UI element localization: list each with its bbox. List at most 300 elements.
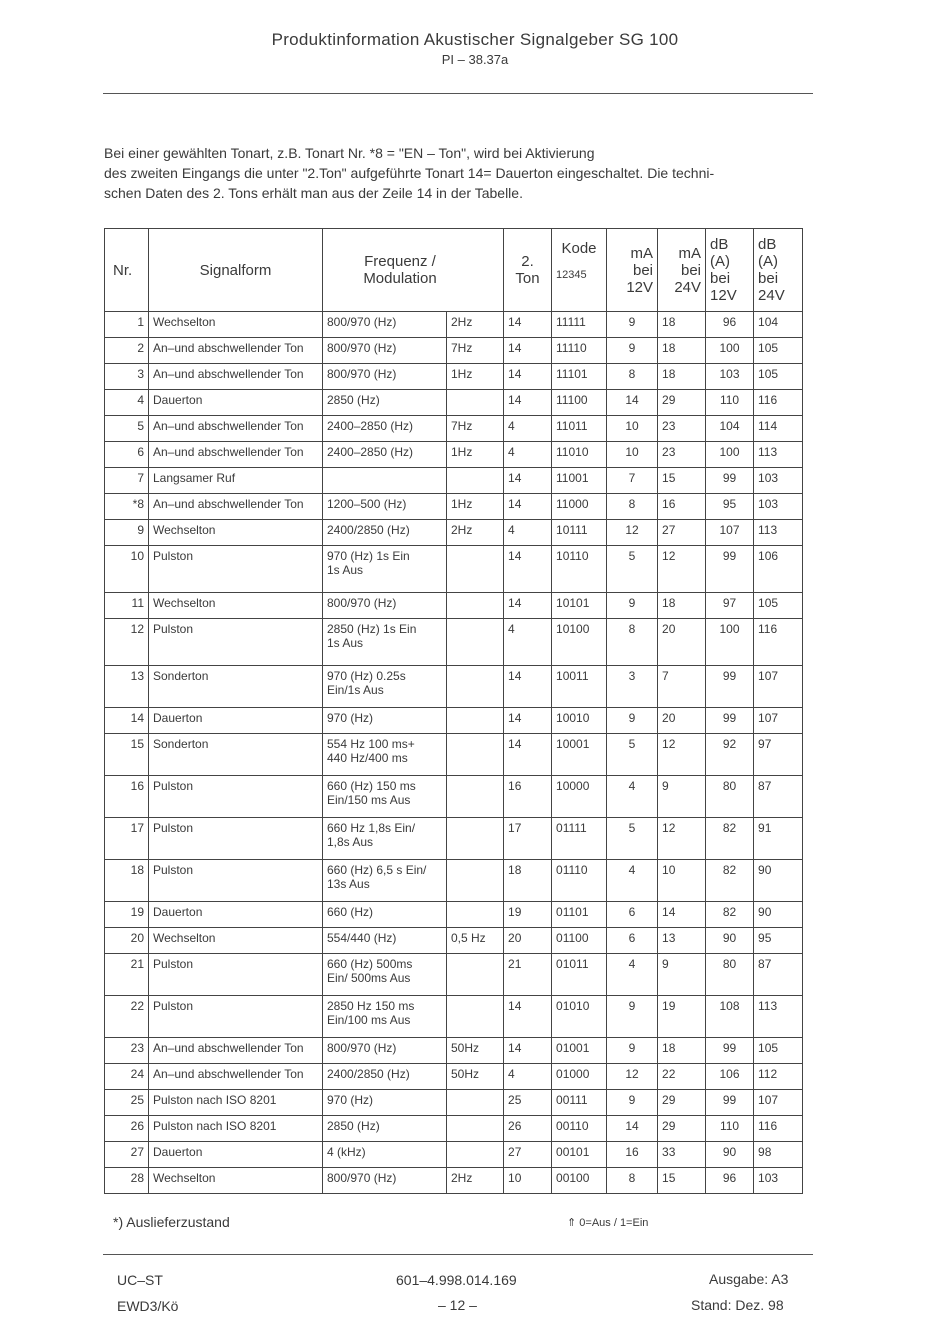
db-12v-cell: 108 — [706, 996, 754, 1038]
row-number: 4 — [105, 390, 149, 416]
table-row — [105, 338, 803, 364]
row-number: 16 — [105, 776, 149, 818]
frequency-cell: 660 (Hz) 500ms Ein/ 500ms Aus — [323, 954, 447, 996]
current-24v-cell: 9 — [658, 954, 706, 996]
code-cell: 00111 — [552, 1090, 607, 1116]
db-12v-cell: 110 — [706, 1116, 754, 1142]
modulation-cell: 2Hz — [447, 1168, 504, 1194]
second-tone-cell: 20 — [504, 928, 552, 954]
code-cell: 01101 — [552, 902, 607, 928]
modulation-cell — [447, 619, 504, 666]
current-12v-cell: 9 — [607, 1090, 658, 1116]
current-12v-cell: 9 — [607, 338, 658, 364]
db-24v-cell: 114 — [754, 416, 803, 442]
modulation-cell — [447, 902, 504, 928]
row-number: 20 — [105, 928, 149, 954]
code-cell: 10010 — [552, 708, 607, 734]
second-tone-cell: 14 — [504, 390, 552, 416]
modulation-cell — [447, 1142, 504, 1168]
second-tone-cell: 14 — [504, 338, 552, 364]
current-24v-cell: 29 — [658, 1090, 706, 1116]
db-24v-cell: 107 — [754, 1090, 803, 1116]
row-number: 13 — [105, 666, 149, 708]
signalform-cell: An–und abschwellender Ton — [149, 442, 323, 468]
code-cell: 11010 — [552, 442, 607, 468]
db-24v-cell: 113 — [754, 520, 803, 546]
signalform-cell: Dauerton — [149, 902, 323, 928]
db-24v-cell: 103 — [754, 494, 803, 520]
db-12v-cell: 99 — [706, 546, 754, 593]
current-24v-cell: 15 — [658, 1168, 706, 1194]
current-24v-cell: 20 — [658, 619, 706, 666]
db-12v-cell: 99 — [706, 1090, 754, 1116]
code-cell: 10111 — [552, 520, 607, 546]
code-cell: 11011 — [552, 416, 607, 442]
db-12v-cell: 103 — [706, 364, 754, 390]
current-12v-cell: 9 — [607, 593, 658, 619]
footer-left-1: UC–ST — [117, 1272, 163, 1288]
code-legend: ⇑ 0=Aus / 1=Ein — [567, 1217, 649, 1229]
db-12v-cell: 107 — [706, 520, 754, 546]
db-12v-cell: 92 — [706, 734, 754, 776]
row-number: 1 — [105, 312, 149, 338]
current-24v-cell: 10 — [658, 860, 706, 902]
code-cell: 11000 — [552, 494, 607, 520]
second-tone-cell: 26 — [504, 1116, 552, 1142]
current-12v-cell: 5 — [607, 818, 658, 860]
code-cell: 01111 — [552, 818, 607, 860]
modulation-cell — [447, 593, 504, 619]
code-cell: 11101 — [552, 364, 607, 390]
current-12v-cell: 8 — [607, 494, 658, 520]
db-24v-cell: 87 — [754, 954, 803, 996]
db-12v-cell: 90 — [706, 928, 754, 954]
code-cell: 10100 — [552, 619, 607, 666]
second-tone-cell: 14 — [504, 494, 552, 520]
current-12v-cell: 9 — [607, 1038, 658, 1064]
signalform-cell: An–und abschwellender Ton — [149, 338, 323, 364]
frequency-cell: 2400–2850 (Hz) — [323, 416, 447, 442]
modulation-cell — [447, 1090, 504, 1116]
current-12v-cell: 4 — [607, 860, 658, 902]
frequency-cell: 970 (Hz) — [323, 708, 447, 734]
signalform-cell: Pulston — [149, 546, 323, 593]
table-row — [105, 818, 803, 860]
document-id: PI – 38.37a — [441, 52, 509, 67]
signalform-cell: An–und abschwellender Ton — [149, 1038, 323, 1064]
code-cell: 01001 — [552, 1038, 607, 1064]
code-cell: 01100 — [552, 928, 607, 954]
table-row — [105, 1116, 803, 1142]
row-number: *8 — [105, 494, 149, 520]
frequency-cell: 2850 (Hz) — [323, 390, 447, 416]
table-row — [105, 593, 803, 619]
frequency-cell: 2400–2850 (Hz) — [323, 442, 447, 468]
frequency-cell: 660 (Hz) 6,5 s Ein/ 13s Aus — [323, 860, 447, 902]
frequency-cell: 2850 (Hz) 1s Ein 1s Aus — [323, 619, 447, 666]
header-modulation-label: Modulation — [363, 270, 437, 287]
current-12v-cell: 14 — [607, 390, 658, 416]
signalform-cell: Pulston — [149, 776, 323, 818]
table-row — [105, 619, 803, 666]
code-cell: 10101 — [552, 593, 607, 619]
current-24v-cell: 13 — [658, 928, 706, 954]
frequency-cell: 970 (Hz) 0.25s Ein/1s Aus — [323, 666, 447, 708]
frequency-cell: 1200–500 (Hz) — [323, 494, 447, 520]
header-ma-12v: mA bei 12V — [607, 229, 658, 312]
intro-line: des zweiten Eingangs die unter "2.Ton" aufgeführte Tonart 14= Dauerton eingeschaltet. Die techni- — [104, 165, 715, 181]
row-number: 15 — [105, 734, 149, 776]
code-cell: 00110 — [552, 1116, 607, 1142]
table-row — [105, 416, 803, 442]
second-tone-cell: 14 — [504, 364, 552, 390]
row-number: 21 — [105, 954, 149, 996]
page-title: Produktinformation Akustischer Signalgeber SG 100 — [271, 30, 679, 49]
db-12v-cell: 110 — [706, 390, 754, 416]
row-number: 7 — [105, 468, 149, 494]
current-24v-cell: 27 — [658, 520, 706, 546]
current-24v-cell: 29 — [658, 390, 706, 416]
modulation-cell — [447, 666, 504, 708]
db-24v-cell: 105 — [754, 364, 803, 390]
second-tone-cell: 14 — [504, 708, 552, 734]
current-24v-cell: 12 — [658, 546, 706, 593]
current-12v-cell: 10 — [607, 442, 658, 468]
modulation-cell: 2Hz — [447, 520, 504, 546]
signalform-cell: An–und abschwellender Ton — [149, 416, 323, 442]
frequency-cell: 2400/2850 (Hz) — [323, 520, 447, 546]
second-tone-cell: 14 — [504, 312, 552, 338]
frequency-cell: 800/970 (Hz) — [323, 338, 447, 364]
table-row — [105, 1038, 803, 1064]
second-tone-cell: 21 — [504, 954, 552, 996]
second-tone-cell: 18 — [504, 860, 552, 902]
db-12v-cell: 100 — [706, 619, 754, 666]
current-12v-cell: 8 — [607, 1168, 658, 1194]
modulation-cell: 50Hz — [447, 1038, 504, 1064]
db-12v-cell: 100 — [706, 442, 754, 468]
table-row — [105, 776, 803, 818]
frequency-cell: 970 (Hz) — [323, 1090, 447, 1116]
row-number: 26 — [105, 1116, 149, 1142]
signalform-cell: An–und abschwellender Ton — [149, 364, 323, 390]
db-24v-cell: 103 — [754, 1168, 803, 1194]
table-row — [105, 928, 803, 954]
modulation-cell — [447, 468, 504, 494]
signalform-cell: Pulston nach ISO 8201 — [149, 1090, 323, 1116]
row-number: 5 — [105, 416, 149, 442]
current-24v-cell: 23 — [658, 442, 706, 468]
db-24v-cell: 98 — [754, 1142, 803, 1168]
signalform-cell: Langsamer Ruf — [149, 468, 323, 494]
current-12v-cell: 6 — [607, 902, 658, 928]
current-24v-cell: 18 — [658, 338, 706, 364]
current-24v-cell: 14 — [658, 902, 706, 928]
db-24v-cell: 116 — [754, 1116, 803, 1142]
row-number: 18 — [105, 860, 149, 902]
current-24v-cell: 7 — [658, 666, 706, 708]
db-12v-cell: 99 — [706, 468, 754, 494]
db-24v-cell: 87 — [754, 776, 803, 818]
row-number: 22 — [105, 996, 149, 1038]
current-24v-cell: 18 — [658, 1038, 706, 1064]
code-cell: 00100 — [552, 1168, 607, 1194]
frequency-cell: 800/970 (Hz) — [323, 364, 447, 390]
db-24v-cell: 116 — [754, 619, 803, 666]
table-row — [105, 546, 803, 593]
current-12v-cell: 14 — [607, 1116, 658, 1142]
signalform-cell: Pulston nach ISO 8201 — [149, 1116, 323, 1142]
row-number: 11 — [105, 593, 149, 619]
current-24v-cell: 33 — [658, 1142, 706, 1168]
current-24v-cell: 12 — [658, 734, 706, 776]
table-row — [105, 954, 803, 996]
table-row — [105, 390, 803, 416]
db-24v-cell: 97 — [754, 734, 803, 776]
current-12v-cell: 9 — [607, 996, 658, 1038]
db-24v-cell: 95 — [754, 928, 803, 954]
second-tone-cell: 14 — [504, 593, 552, 619]
current-12v-cell: 9 — [607, 312, 658, 338]
current-24v-cell: 12 — [658, 818, 706, 860]
code-cell: 01010 — [552, 996, 607, 1038]
db-12v-cell: 97 — [706, 593, 754, 619]
table-row — [105, 666, 803, 708]
db-12v-cell: 100 — [706, 338, 754, 364]
db-12v-cell: 106 — [706, 1064, 754, 1090]
signalform-cell: An–und abschwellender Ton — [149, 494, 323, 520]
second-tone-cell: 4 — [504, 619, 552, 666]
modulation-cell: 2Hz — [447, 312, 504, 338]
current-24v-cell: 18 — [658, 593, 706, 619]
footer-center-2: – 12 – — [438, 1297, 477, 1313]
second-tone-cell: 14 — [504, 546, 552, 593]
second-tone-cell: 16 — [504, 776, 552, 818]
row-number: 28 — [105, 1168, 149, 1194]
second-tone-cell: 10 — [504, 1168, 552, 1194]
second-tone-cell: 4 — [504, 520, 552, 546]
frequency-cell: 970 (Hz) 1s Ein 1s Aus — [323, 546, 447, 593]
frequency-cell: 660 (Hz) 150 ms Ein/150 ms Aus — [323, 776, 447, 818]
current-24v-cell: 18 — [658, 364, 706, 390]
db-24v-cell: 90 — [754, 860, 803, 902]
modulation-cell: 0,5 Hz — [447, 928, 504, 954]
second-tone-cell: 17 — [504, 818, 552, 860]
modulation-cell — [447, 734, 504, 776]
current-24v-cell: 19 — [658, 996, 706, 1038]
db-12v-cell: 99 — [706, 708, 754, 734]
table-row — [105, 1142, 803, 1168]
signalform-cell: Sonderton — [149, 734, 323, 776]
db-24v-cell: 113 — [754, 996, 803, 1038]
signalform-cell: Dauerton — [149, 1142, 323, 1168]
db-24v-cell: 116 — [754, 390, 803, 416]
code-cell: 11100 — [552, 390, 607, 416]
code-cell: 01000 — [552, 1064, 607, 1090]
table-header-row — [105, 229, 803, 312]
db-24v-cell: 105 — [754, 593, 803, 619]
current-12v-cell: 5 — [607, 546, 658, 593]
header-kode-label: Kode — [561, 240, 597, 257]
frequency-cell: 800/970 (Hz) — [323, 1038, 447, 1064]
db-12v-cell: 80 — [706, 954, 754, 996]
modulation-cell — [447, 818, 504, 860]
frequency-cell: 660 Hz 1,8s Ein/ 1,8s Aus — [323, 818, 447, 860]
current-12v-cell: 4 — [607, 954, 658, 996]
db-24v-cell: 107 — [754, 708, 803, 734]
table-row — [105, 996, 803, 1038]
footer-center-1: 601–4.998.014.169 — [396, 1272, 517, 1288]
code-cell: 10011 — [552, 666, 607, 708]
frequency-cell: 554/440 (Hz) — [323, 928, 447, 954]
code-cell: 10001 — [552, 734, 607, 776]
current-12v-cell: 5 — [607, 734, 658, 776]
header-db-12v: dB (A) bei 12V — [706, 229, 754, 312]
signalform-cell: Pulston — [149, 996, 323, 1038]
table-row — [105, 364, 803, 390]
db-24v-cell: 104 — [754, 312, 803, 338]
frequency-cell: 4 (kHz) — [323, 1142, 447, 1168]
signalform-cell: Pulston — [149, 619, 323, 666]
frequency-cell: 800/970 (Hz) — [323, 1168, 447, 1194]
current-12v-cell: 7 — [607, 468, 658, 494]
code-cell: 10110 — [552, 546, 607, 593]
db-12v-cell: 99 — [706, 1038, 754, 1064]
code-cell: 01110 — [552, 860, 607, 902]
frequency-cell: 660 (Hz) — [323, 902, 447, 928]
modulation-cell — [447, 546, 504, 593]
table-row — [105, 860, 803, 902]
signalform-cell: Wechselton — [149, 520, 323, 546]
table-row — [105, 902, 803, 928]
code-cell: 11111 — [552, 312, 607, 338]
row-number: 9 — [105, 520, 149, 546]
intro-line: schen Daten des 2. Tons erhält man aus der Zeile 14 in der Tabelle. — [104, 185, 523, 201]
table-body — [105, 312, 803, 1194]
current-24v-cell: 29 — [658, 1116, 706, 1142]
footnote: *) Auslieferzustand — [113, 1214, 230, 1230]
current-24v-cell: 22 — [658, 1064, 706, 1090]
current-12v-cell: 8 — [607, 619, 658, 666]
db-12v-cell: 82 — [706, 860, 754, 902]
row-number: 3 — [105, 364, 149, 390]
footer-right-1: Ausgabe: A3 — [709, 1271, 789, 1287]
db-12v-cell: 104 — [706, 416, 754, 442]
signalform-cell: Wechselton — [149, 312, 323, 338]
db-12v-cell: 90 — [706, 1142, 754, 1168]
current-12v-cell: 16 — [607, 1142, 658, 1168]
modulation-cell — [447, 996, 504, 1038]
db-12v-cell: 80 — [706, 776, 754, 818]
second-tone-cell: 25 — [504, 1090, 552, 1116]
db-12v-cell: 96 — [706, 312, 754, 338]
modulation-cell — [447, 708, 504, 734]
db-24v-cell: 107 — [754, 666, 803, 708]
signalform-cell: Sonderton — [149, 666, 323, 708]
modulation-cell — [447, 390, 504, 416]
row-number: 27 — [105, 1142, 149, 1168]
db-24v-cell: 113 — [754, 442, 803, 468]
second-tone-cell: 14 — [504, 666, 552, 708]
current-24v-cell: 16 — [658, 494, 706, 520]
table-row — [105, 312, 803, 338]
row-number: 14 — [105, 708, 149, 734]
intro-line: Bei einer gewählten Tonart, z.B. Tonart Nr. *8 = "EN – Ton", wird bei Aktivierung — [104, 145, 595, 161]
frequency-cell: 800/970 (Hz) — [323, 593, 447, 619]
table-row — [105, 1090, 803, 1116]
code-cell: 01011 — [552, 954, 607, 996]
header-frequenz-label: Frequenz / — [364, 253, 436, 270]
row-number: 10 — [105, 546, 149, 593]
table-row — [105, 708, 803, 734]
modulation-cell — [447, 776, 504, 818]
db-12v-cell: 82 — [706, 902, 754, 928]
signalform-cell: Pulston — [149, 818, 323, 860]
code-cell: 00101 — [552, 1142, 607, 1168]
table-row — [105, 1168, 803, 1194]
header-kode — [552, 229, 607, 312]
footer-divider — [103, 1254, 813, 1255]
header-signalform: Signalform — [149, 229, 323, 312]
row-number: 24 — [105, 1064, 149, 1090]
signalform-cell: An–und abschwellender Ton — [149, 1064, 323, 1090]
row-number: 23 — [105, 1038, 149, 1064]
current-24v-cell: 20 — [658, 708, 706, 734]
db-24v-cell: 105 — [754, 338, 803, 364]
table-row — [105, 1064, 803, 1090]
current-24v-cell: 9 — [658, 776, 706, 818]
db-12v-cell: 95 — [706, 494, 754, 520]
signalform-cell: Pulston — [149, 860, 323, 902]
table-row — [105, 494, 803, 520]
header-kode-bits: 12345 — [556, 269, 587, 281]
modulation-cell — [447, 1116, 504, 1142]
db-24v-cell: 103 — [754, 468, 803, 494]
code-cell: 11001 — [552, 468, 607, 494]
modulation-cell: 1Hz — [447, 494, 504, 520]
current-12v-cell: 12 — [607, 520, 658, 546]
row-number: 17 — [105, 818, 149, 860]
signal-table — [104, 228, 803, 1194]
current-12v-cell: 9 — [607, 708, 658, 734]
table-row — [105, 734, 803, 776]
table-row — [105, 520, 803, 546]
footer-left-2: EWD3/Kö — [117, 1298, 179, 1314]
second-tone-cell: 19 — [504, 902, 552, 928]
modulation-cell: 7Hz — [447, 338, 504, 364]
frequency-cell: 554 Hz 100 ms+ 440 Hz/400 ms — [323, 734, 447, 776]
row-number: 2 — [105, 338, 149, 364]
row-number: 6 — [105, 442, 149, 468]
code-cell: 10000 — [552, 776, 607, 818]
current-12v-cell: 4 — [607, 776, 658, 818]
second-tone-cell: 4 — [504, 416, 552, 442]
current-12v-cell: 10 — [607, 416, 658, 442]
modulation-cell: 1Hz — [447, 364, 504, 390]
db-24v-cell: 91 — [754, 818, 803, 860]
page-header — [0, 30, 950, 67]
modulation-cell: 50Hz — [447, 1064, 504, 1090]
modulation-cell: 1Hz — [447, 442, 504, 468]
db-24v-cell: 112 — [754, 1064, 803, 1090]
current-12v-cell: 6 — [607, 928, 658, 954]
signalform-cell: Dauerton — [149, 708, 323, 734]
header-nr: Nr. — [105, 229, 149, 312]
signalform-cell: Dauerton — [149, 390, 323, 416]
second-tone-cell: 14 — [504, 996, 552, 1038]
db-24v-cell: 90 — [754, 902, 803, 928]
footer-right-2: Stand: Dez. 98 — [691, 1297, 784, 1313]
